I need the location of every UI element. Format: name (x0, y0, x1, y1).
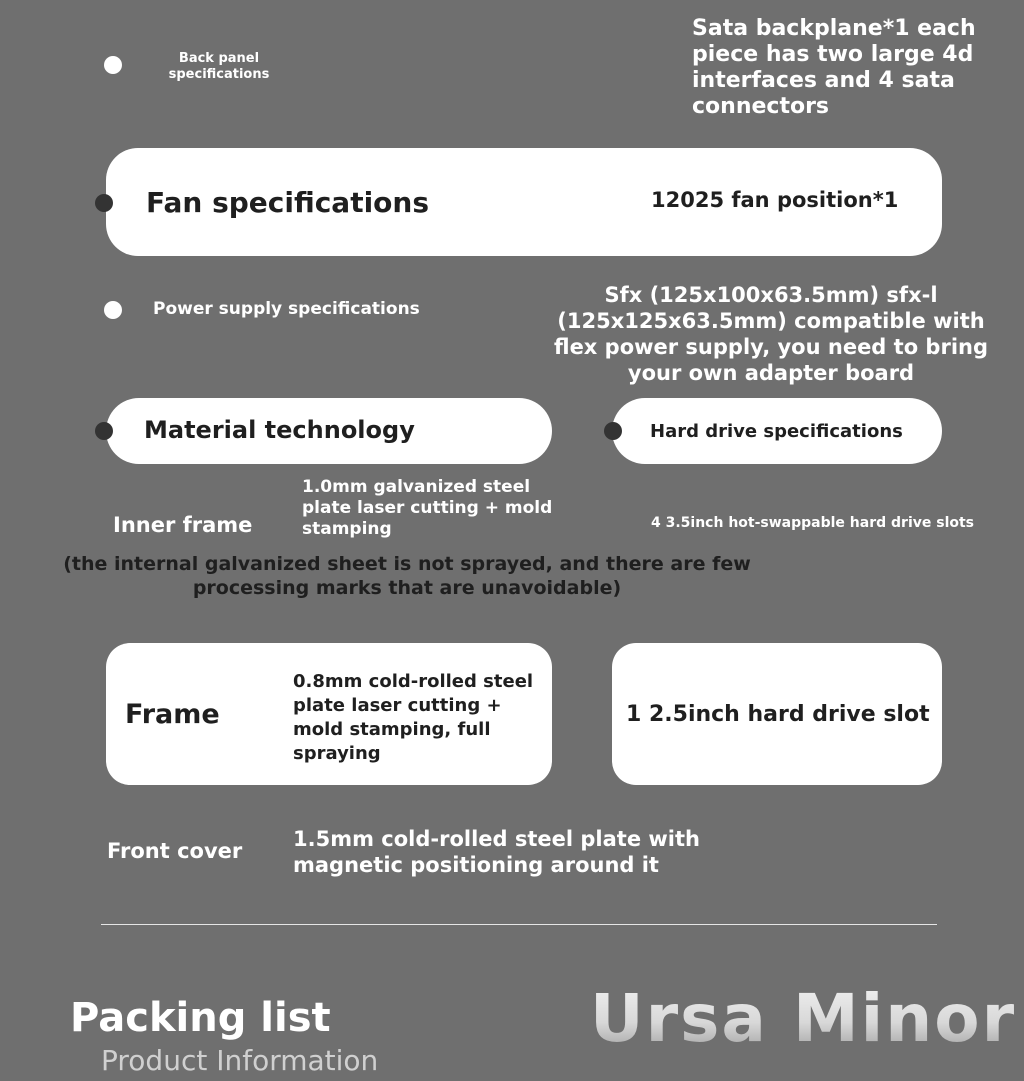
inner-frame-label: Inner frame (113, 513, 253, 537)
material-label: Material technology (144, 416, 415, 444)
bullet-dot (604, 422, 622, 440)
product-information-subtitle: Product Information (101, 1044, 379, 1077)
bullet-dot (95, 422, 113, 440)
power-supply-label: Power supply specifications (153, 299, 420, 319)
inner-frame-value: 1.0mm galvanized steel plate laser cutting + mold stamping (302, 477, 553, 539)
fan-label: Fan specifications (146, 186, 430, 219)
divider (101, 924, 937, 925)
hard-drive-25-slot: 1 2.5inch hard drive slot (626, 702, 930, 727)
front-cover-label: Front cover (107, 839, 243, 863)
bullet-dot (104, 301, 122, 319)
power-supply-value: Sfx (125x100x63.5mm) sfx-l (125x125x63.5mm) compatible with flex power supply, you need to bring your own adapter board (554, 283, 988, 385)
inner-frame-note: (the internal galvanized sheet is not sprayed, and there are few processing marks that are unavoidable) (63, 553, 751, 599)
hard-drive-35-slots: 4 3.5inch hot-swappable hard drive slots (651, 515, 975, 531)
brand-logo: Ursa Minor (590, 980, 1017, 1057)
back-panel-value: Sata backplane*1 each piece has two large 4d interfaces and 4 sata connectors (692, 16, 976, 119)
frame-label: Frame (125, 699, 220, 730)
back-panel-label: Back panel specifications (168, 51, 270, 82)
front-cover-value: 1.5mm cold-rolled steel plate with magnetic positioning around it (293, 827, 700, 877)
bullet-dot (104, 56, 122, 74)
bullet-dot (95, 194, 113, 212)
frame-value: 0.8mm cold-rolled steel plate laser cutting + mold stamping, full spraying (293, 671, 534, 764)
packing-list-title: Packing list (70, 995, 331, 1041)
hard-drive-label: Hard drive specifications (650, 421, 903, 442)
fan-value: 12025 fan position*1 (651, 188, 899, 212)
